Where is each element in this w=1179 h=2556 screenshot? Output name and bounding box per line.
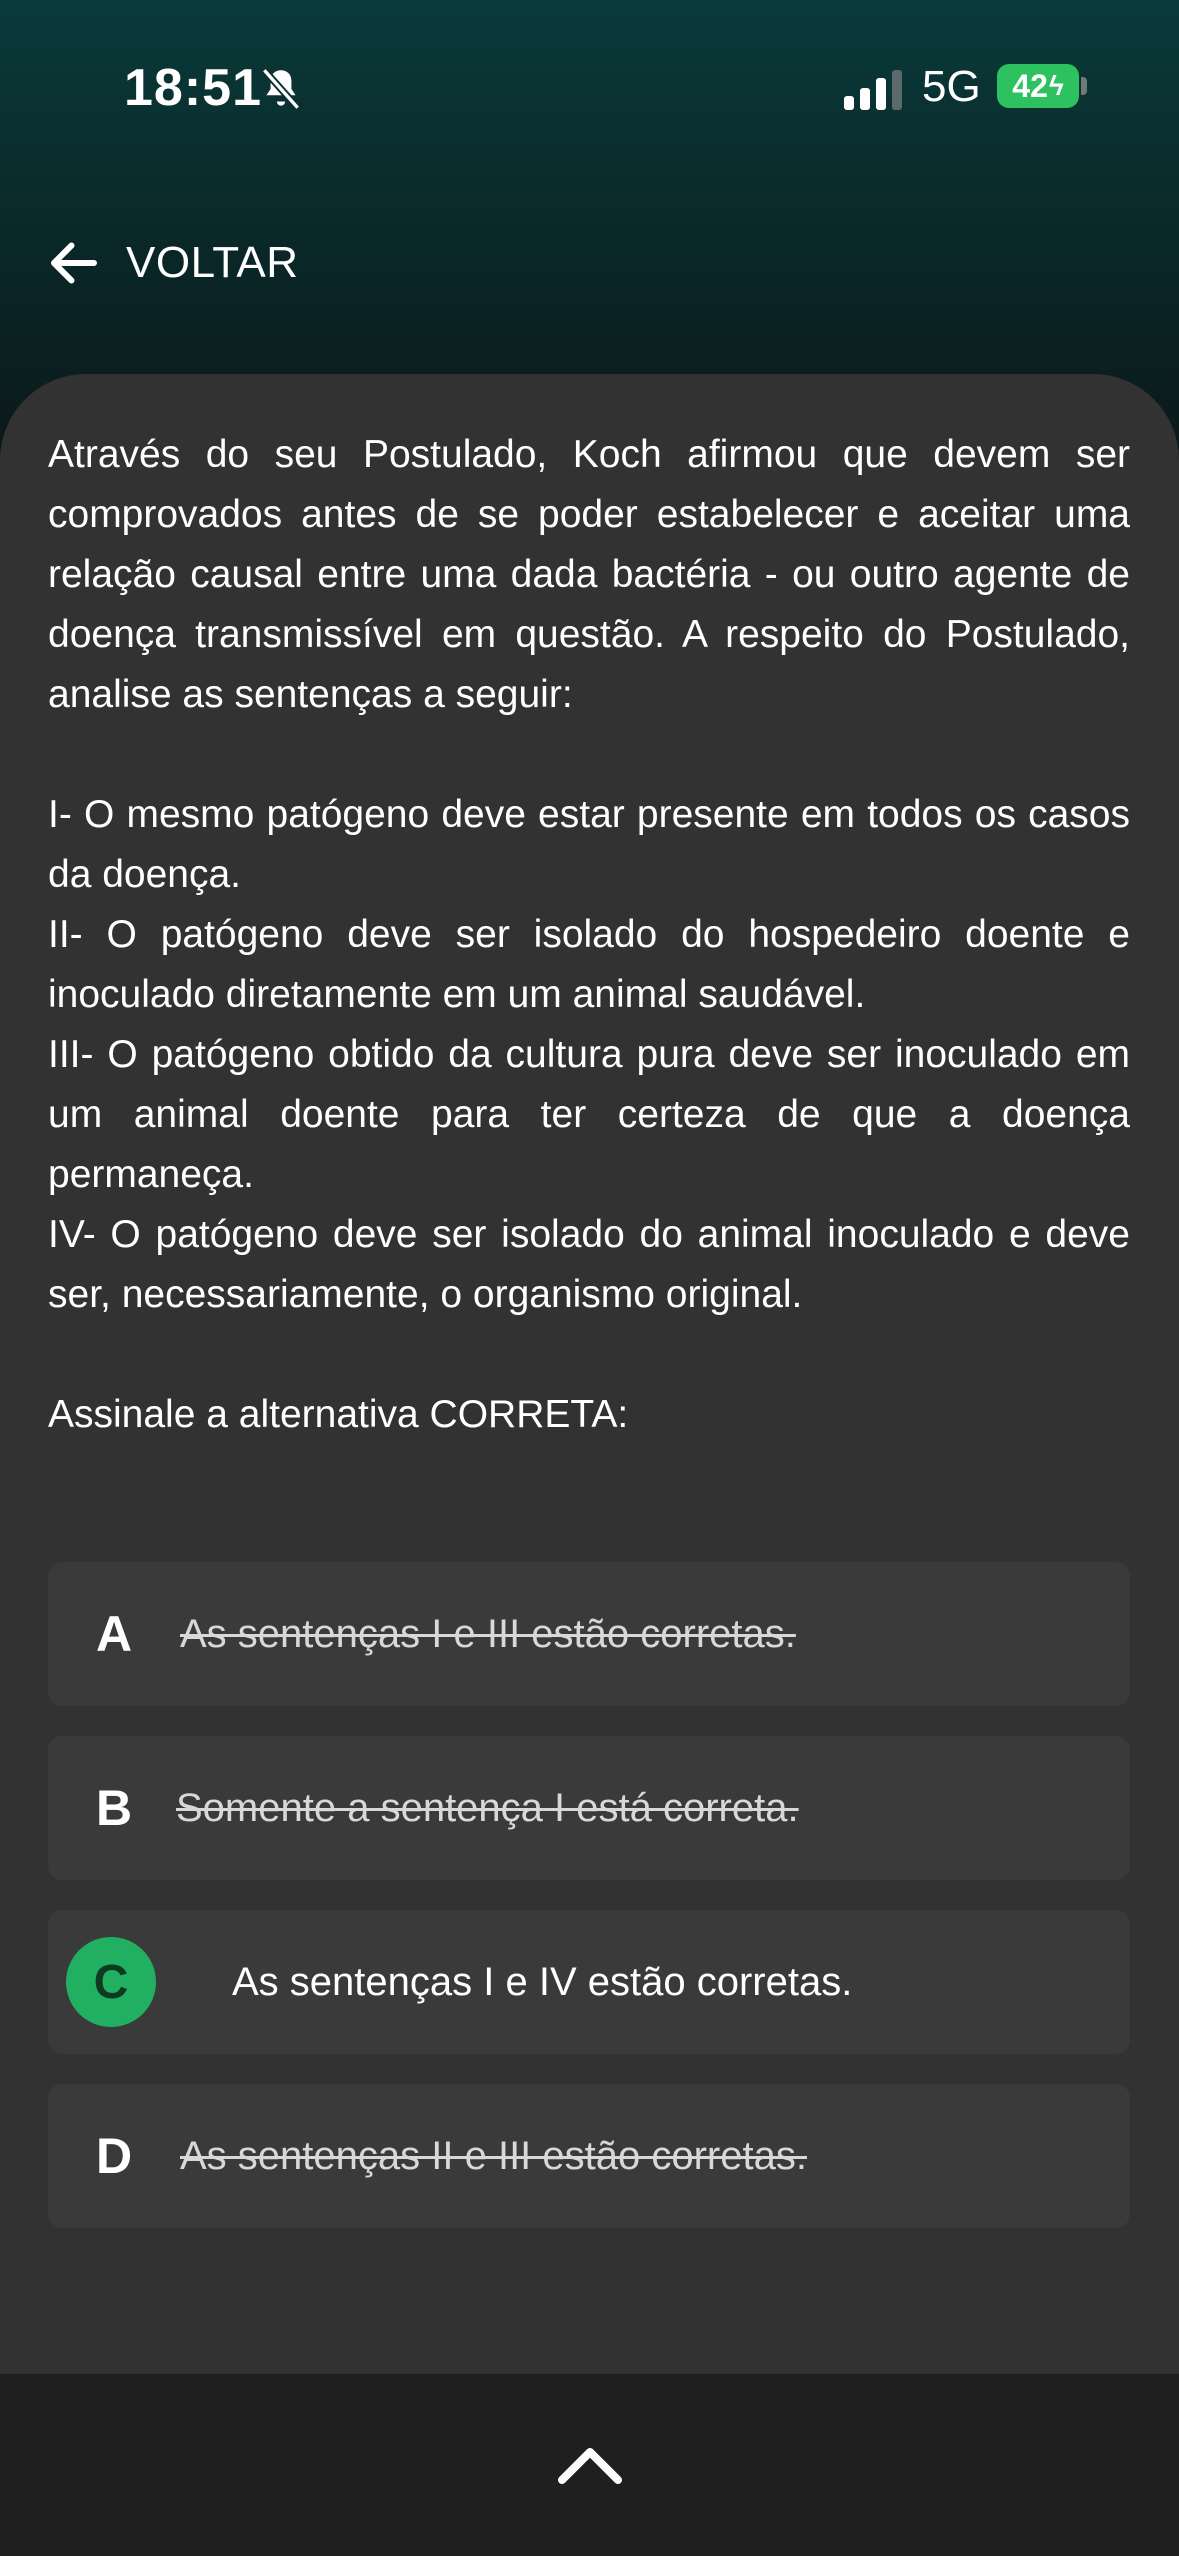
arrow-left-icon — [44, 233, 104, 293]
option-text: Somente a sentença I está correta. — [176, 1786, 799, 1830]
statement-4: IV- O patógeno deve ser isolado do animal inoculado e deve ser, necessariamente, o organismo original. — [48, 1213, 1130, 1316]
option-text: As sentenças I e IV estão corretas. — [232, 1960, 853, 2004]
chevron-up-icon[interactable] — [556, 2442, 624, 2486]
option-c[interactable] — [48, 1910, 1130, 2054]
network-type: 5G — [922, 62, 981, 111]
battery-tip — [1081, 77, 1087, 95]
question-text — [48, 425, 1130, 1445]
back-label: VOLTAR — [126, 238, 299, 287]
statement-2: II- O patógeno deve ser isolado do hospedeiro doente e inoculado diretamente em um animal saudável. — [48, 913, 1130, 1016]
option-d[interactable] — [48, 2084, 1130, 2228]
back-button[interactable] — [44, 228, 299, 298]
option-a[interactable] — [48, 1562, 1130, 1706]
option-b[interactable] — [48, 1736, 1130, 1880]
status-bar — [0, 0, 1179, 175]
statement-3: III- O patógeno obtido da cultura pura deve ser inoculado em um animal doente para ter certeza de que a doença permaneça. — [48, 1033, 1130, 1196]
selected-option-badge: C — [66, 1937, 156, 2027]
battery-level: 42 — [1012, 67, 1048, 104]
statement-1: I- O mesmo patógeno deve estar presente em todos os casos da doença. — [48, 793, 1130, 896]
bolt-icon: ϟ — [1048, 70, 1064, 101]
signal-icon — [844, 70, 908, 110]
bell-slash-icon — [256, 64, 306, 114]
option-text: As sentenças I e III estão corretas. — [180, 1612, 796, 1656]
question-instruction: Assinale a alternativa CORRETA: — [48, 1393, 629, 1436]
answer-options — [48, 1562, 1130, 2258]
option-letter: A — [96, 1606, 133, 1662]
question-intro: Através do seu Postulado, Koch afirmou que devem ser comprovados antes de se poder estabelecer e aceitar uma relação causal entre uma dada bactéria - ou outro agente de doença transmissível em questão. A respeito do Postulado, analise as sentenças a seguir: — [48, 433, 1130, 716]
battery-charging-icon — [997, 64, 1079, 108]
status-time: 18:51 — [124, 59, 262, 117]
option-letter: B — [96, 1780, 133, 1836]
option-text: As sentenças II e III estão corretas. — [180, 2134, 807, 2178]
option-letter: D — [96, 2128, 133, 2184]
